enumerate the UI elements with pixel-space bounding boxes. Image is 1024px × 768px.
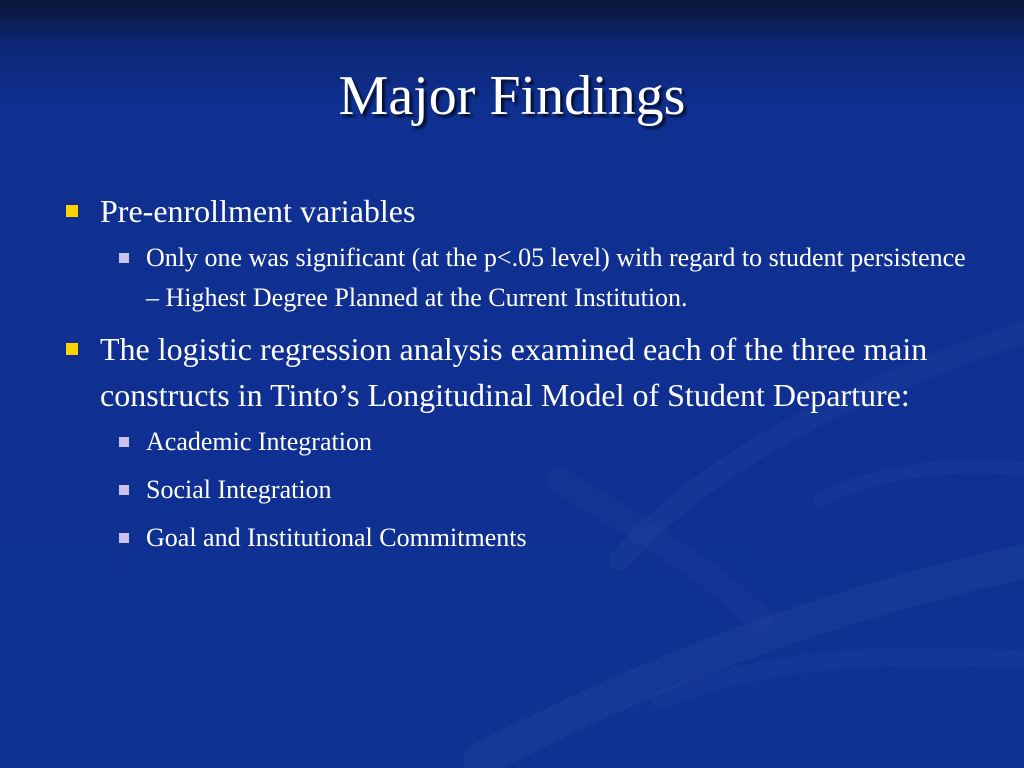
sub-bullet-item [100, 518, 968, 558]
sub-bullet-item [100, 470, 968, 510]
sub-bullet-text: Only one was significant (at the p<.05 level) with regard to student persistence – Highest Degree Planned at the Current Institution. [146, 243, 966, 312]
bullet-item [58, 188, 968, 318]
sub-bullet-list [100, 422, 968, 558]
square-sub-bullet-icon [119, 485, 129, 495]
sub-bullet-text: Social Integration [146, 475, 332, 504]
sub-bullet-item [100, 422, 968, 462]
square-bullet-icon [66, 343, 78, 355]
sub-bullet-item [100, 238, 968, 318]
square-sub-bullet-icon [119, 437, 129, 447]
bullet-list [58, 188, 968, 558]
square-sub-bullet-icon [119, 253, 129, 263]
sub-bullet-list [100, 238, 968, 318]
square-bullet-icon [66, 205, 78, 217]
bullet-text: Pre-enrollment variables [100, 193, 416, 229]
sub-bullet-text: Academic Integration [146, 427, 372, 456]
square-sub-bullet-icon [119, 533, 129, 543]
slide-title: Major Findings [338, 65, 686, 127]
bullet-text: The logistic regression analysis examined each of the three main constructs in Tinto’s Longitudinal Model of Student Departure: [100, 331, 928, 413]
slide-content [58, 188, 968, 566]
bullet-item [58, 326, 968, 558]
sub-bullet-text: Goal and Institutional Commitments [146, 523, 527, 552]
